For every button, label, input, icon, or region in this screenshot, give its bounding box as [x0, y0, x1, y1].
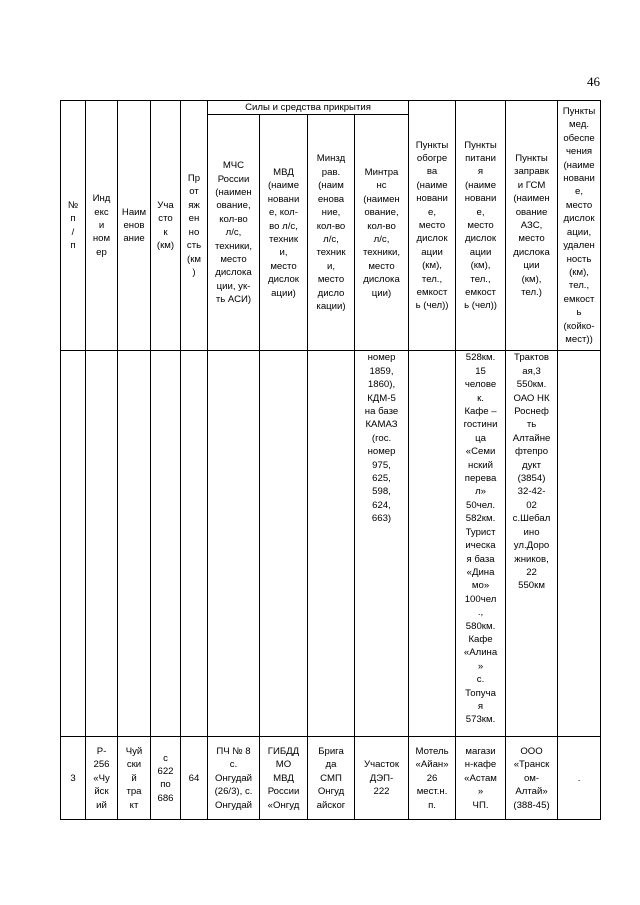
- cell-mintrans: Участок ДЭП- 222: [355, 737, 409, 820]
- resources-table: [60, 100, 601, 820]
- cell-index: [86, 351, 118, 737]
- page-number: 46: [587, 74, 600, 89]
- cell-mintrans: номер 1859, 1860), КДМ-5 на базе КАМАЗ (гос. номер 975, 625, 598, 624, 663): [355, 351, 409, 737]
- col-header-fuel: Пункты заправк и ГСМ (наимен ование АЗС, место дислока ции (км), тел.): [506, 101, 558, 351]
- cell-num: [61, 351, 86, 737]
- cell-heating: [409, 351, 456, 737]
- cell-minzdrav: [308, 351, 355, 737]
- cell-mchs: ПЧ № 8 с. Онгудай (26/3), с. Онгудай: [208, 737, 260, 820]
- col-header-section: Уча сто к (км): [151, 101, 181, 351]
- col-header-heating: Пункты обогре ва (наиме новани е, место дислок ации (км), тел., емкост ь (чел)): [409, 101, 456, 351]
- table-row: [61, 737, 601, 820]
- cell-num: 3: [61, 737, 86, 820]
- col-header-length: Пр от яж ен но сть (км ): [181, 101, 208, 351]
- cell-section: с 622 по 686: [151, 737, 181, 820]
- cell-mvd: ГИБДД МО МВД России «Онгуд: [260, 737, 308, 820]
- cell-name: Чуй ски й тра кт: [118, 737, 151, 820]
- col-header-index: Инд екс и ном ер: [86, 101, 118, 351]
- cell-mvd: [260, 351, 308, 737]
- cell-medical: .: [558, 737, 601, 820]
- group-header-forces: Силы и средства прикрытия: [208, 101, 409, 115]
- cell-name: [118, 351, 151, 737]
- cell-mchs: [208, 351, 260, 737]
- cell-index: Р- 256 «Чу йск ий: [86, 737, 118, 820]
- col-header-mchs: МЧС России (наимен ование, кол-во л/с, техники, место дислока ции, ук- ть АСИ): [208, 115, 260, 351]
- cell-fuel: ООО «Трaнск ом- Алтай» (388-45): [506, 737, 558, 820]
- col-header-mintrans: Минтра нс (наимен ование, кол-во л/с, техники, место дислока ции): [355, 115, 409, 351]
- col-header-num: № п / п: [61, 101, 86, 351]
- table-row-continuation: [61, 351, 601, 737]
- cell-length: 64: [181, 737, 208, 820]
- cell-minzdrav: Брига да СМП Онгуд айског: [308, 737, 355, 820]
- cell-medical: [558, 351, 601, 737]
- cell-heating: Мотель «Айан» 26 мест.н. п.: [409, 737, 456, 820]
- cell-food: 528км. 15 челове к. Кафе – гостини ца «Семи нский перева л» 50чел. 582км. Турист ическа я база «Дина мо» 100чел ., 580км. Кафе «Алина » с. Топуча я 573км.: [456, 351, 506, 737]
- cell-section: [151, 351, 181, 737]
- cell-food: магази н-кафе «Астам » ЧП.: [456, 737, 506, 820]
- col-header-name: Наим енов ание: [118, 101, 151, 351]
- cell-length: [181, 351, 208, 737]
- col-header-minzdrav: Минзд рав. (наим енова ние, кол-во л/с, техник и, место дисло кации): [308, 115, 355, 351]
- cell-fuel: Трактов ая,3 550км. ОАО НК Роснеф ть Алтайне фтепро дукт (3854) 32-42- 02 с.Шебал ино ул.Доро жников, 22 550км: [506, 351, 558, 737]
- col-header-mvd: МВД (наиме новани е, кол- во л/с, техник и, место дислок ации): [260, 115, 308, 351]
- col-header-medical: Пункты мед. обеспе чения (наиме новани е, место дислок ации, удален ность (км), тел., емкост ь (койко- мест)): [558, 101, 601, 351]
- col-header-food: Пункты питани я (наиме новани е, место дислок ации (км), тел., емкост ь (чел)): [456, 101, 506, 351]
